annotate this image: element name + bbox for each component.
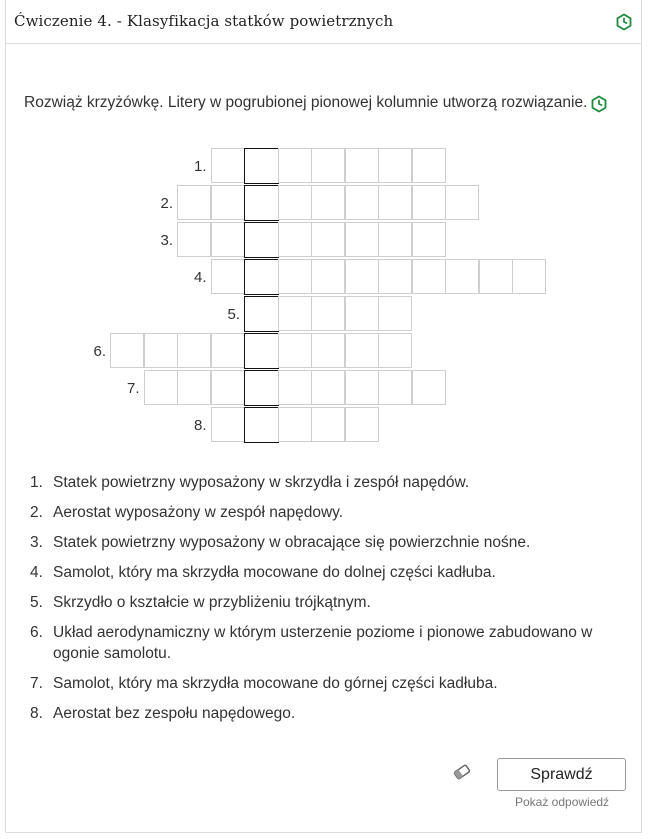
crossword-cell[interactable]	[311, 148, 345, 183]
crossword-cell[interactable]	[110, 333, 144, 368]
crossword-cell[interactable]	[177, 370, 211, 405]
crossword-solution-cell[interactable]	[244, 370, 279, 406]
crossword-cell[interactable]	[278, 148, 312, 183]
crossword-cell[interactable]	[311, 222, 345, 257]
crossword-cell[interactable]	[412, 370, 446, 405]
crossword-cell[interactable]	[345, 185, 379, 220]
crossword-cell[interactable]	[345, 296, 379, 331]
clue-text: Statek powietrzny wyposażony w skrzydła i zespół napędów.	[53, 474, 470, 491]
crossword-cell[interactable]	[378, 333, 412, 368]
crossword-solution-cell[interactable]	[244, 185, 279, 221]
crossword-cell[interactable]	[345, 333, 379, 368]
crossword-cell[interactable]	[278, 407, 312, 442]
clue-number: 3.	[30, 534, 43, 551]
clue-text: Samolot, który ma skrzydła mocowane do górnej części kadłuba.	[53, 675, 498, 692]
crossword-cell[interactable]	[211, 222, 245, 257]
exercise-header	[5, 0, 642, 44]
crossword-solution-cell[interactable]	[244, 407, 279, 443]
crossword-cell[interactable]	[311, 407, 345, 442]
crossword-row-number: 4.	[193, 269, 207, 286]
clue-number: 2.	[30, 504, 43, 521]
clue-text: Statek powietrzny wyposażony w obracające się powierzchnie nośne.	[53, 534, 531, 551]
crossword-cell[interactable]	[278, 259, 312, 294]
clue-text: Samolot, który ma skrzydła mocowane do dolnej części kadłuba.	[53, 564, 496, 581]
crossword-row-number: 6.	[93, 343, 106, 360]
crossword-cell[interactable]	[278, 333, 312, 368]
timer-hexagon-icon	[615, 13, 633, 31]
crossword-cell[interactable]	[278, 222, 312, 257]
clue-item	[30, 622, 623, 664]
crossword-cell[interactable]	[378, 259, 412, 294]
timer-hexagon-icon	[590, 95, 608, 113]
crossword-row-number: 8.	[193, 417, 207, 434]
crossword-cell[interactable]	[144, 370, 178, 405]
crossword-cell[interactable]	[412, 185, 446, 220]
crossword-solution-cell[interactable]	[244, 333, 279, 369]
clue-item	[30, 673, 623, 694]
crossword-cell[interactable]	[211, 333, 245, 368]
crossword-cell[interactable]	[278, 185, 312, 220]
crossword-cell[interactable]	[512, 259, 546, 294]
crossword-row-number: 7.	[126, 380, 140, 397]
crossword-cell[interactable]	[211, 148, 245, 183]
crossword-cell[interactable]	[345, 370, 379, 405]
crossword-solution-cell[interactable]	[244, 259, 279, 295]
crossword-cell[interactable]	[445, 259, 479, 294]
crossword-cell[interactable]	[378, 370, 412, 405]
crossword-cell[interactable]	[311, 296, 345, 331]
crossword-row-number: 2.	[160, 195, 173, 212]
clue-text: Skrzydło o kształcie w przybliżeniu trójkątnym.	[53, 594, 371, 611]
crossword-cell[interactable]	[311, 259, 345, 294]
clue-item	[30, 472, 623, 493]
clue-item	[30, 502, 623, 523]
clue-item	[30, 592, 623, 613]
exercise-title: Ćwiczenie 4. - Klasyfikacja statków powietrznych	[14, 12, 394, 30]
clue-text: Układ aerodynamiczny w którym usterzenie poziome i pionowe zabudowano w ogonie samolotu.	[53, 624, 593, 662]
crossword-solution-cell[interactable]	[244, 148, 279, 184]
crossword-cell[interactable]	[211, 185, 245, 220]
instruction	[24, 94, 587, 112]
crossword-cell[interactable]	[412, 222, 446, 257]
instruction-text: Rozwiąż krzyżówkę. Litery w pogrubionej pionowej kolumnie utworzą rozwiązanie.	[24, 94, 588, 111]
crossword-cell[interactable]	[211, 259, 245, 294]
crossword-solution-cell[interactable]	[244, 222, 279, 258]
clue-text: Aerostat wyposażony w zespół napędowy.	[53, 504, 344, 521]
crossword-row-number: 1.	[193, 158, 207, 175]
crossword-cell[interactable]	[211, 370, 245, 405]
crossword-cell[interactable]	[378, 148, 412, 183]
crossword-cell[interactable]	[378, 296, 412, 331]
check-button[interactable]: Sprawdź	[497, 758, 626, 791]
clue-number: 1.	[30, 474, 43, 491]
crossword-cell[interactable]	[278, 296, 312, 331]
crossword-cell[interactable]	[445, 185, 479, 220]
clue-number: 7.	[30, 675, 43, 692]
crossword-cell[interactable]	[412, 259, 446, 294]
crossword-cell[interactable]	[378, 222, 412, 257]
show-answer-link[interactable]: Pokaż odpowiedź	[515, 795, 610, 809]
crossword-cell[interactable]	[412, 148, 446, 183]
crossword-cell[interactable]	[311, 333, 345, 368]
clue-number: 8.	[30, 705, 43, 722]
clue-text: Aerostat bez zespołu napędowego.	[53, 705, 296, 722]
crossword-cell[interactable]	[345, 148, 379, 183]
crossword-solution-cell[interactable]	[244, 296, 279, 332]
clue-item	[30, 532, 623, 553]
crossword-row-number: 3.	[160, 232, 173, 249]
crossword-row-number: 5.	[227, 306, 240, 323]
clue-number: 5.	[30, 594, 43, 611]
crossword-cell[interactable]	[345, 259, 379, 294]
crossword-cell[interactable]	[177, 185, 211, 220]
crossword-cell[interactable]	[479, 259, 513, 294]
clue-number: 4.	[30, 564, 43, 581]
crossword-cell[interactable]	[211, 407, 245, 442]
crossword-cell[interactable]	[144, 333, 178, 368]
crossword-cell[interactable]	[177, 222, 211, 257]
crossword-cell[interactable]	[177, 333, 211, 368]
crossword-cell[interactable]	[278, 370, 312, 405]
clue-item	[30, 703, 623, 724]
crossword-cell[interactable]	[378, 185, 412, 220]
crossword-cell[interactable]	[345, 222, 379, 257]
clue-number: 6.	[30, 624, 43, 641]
crossword-cell[interactable]	[311, 185, 345, 220]
crossword-cell[interactable]	[345, 407, 379, 442]
eraser-icon[interactable]	[452, 764, 472, 780]
crossword-cell[interactable]	[311, 370, 345, 405]
clue-list	[30, 472, 623, 733]
clue-item	[30, 562, 623, 583]
